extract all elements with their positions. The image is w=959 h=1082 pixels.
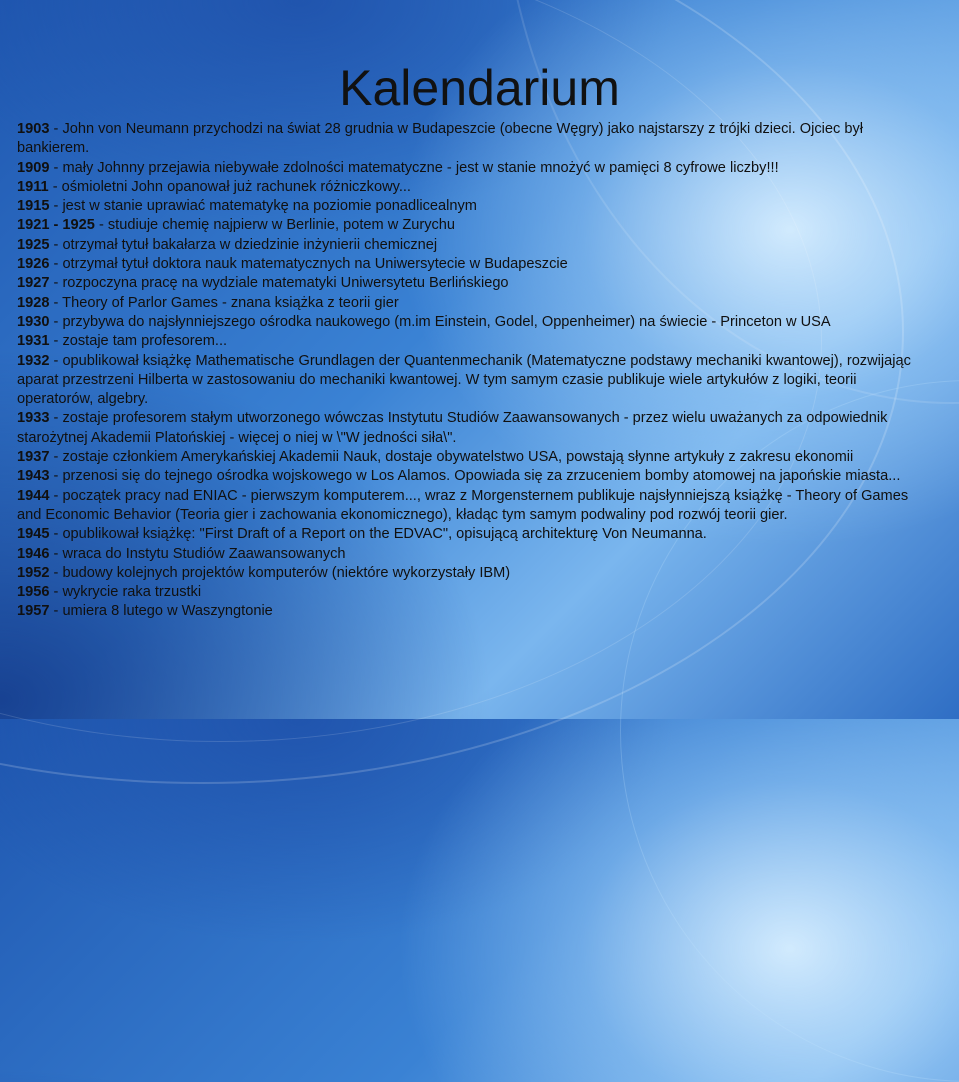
entry-text: - przybywa do najsłynniejszego ośrodka naukowego (m.im Einstein, Godel, Oppenheimer) na świecie - Princeton w USA <box>49 313 831 330</box>
entry-text: - przenosi się do tejnego ośrodka wojskowego w Los Alamos. Opowiada się za zrzuceniem bomby atomowej na japońskie miasta... <box>49 468 901 485</box>
entry-year: 1956 <box>17 584 50 601</box>
entry-year: 1946 <box>17 545 50 562</box>
timeline-entry <box>17 409 935 448</box>
entry-year: 1925 <box>17 236 50 253</box>
entry-year: 1952 <box>17 564 50 581</box>
entry-year: 1921 - 1925 <box>17 217 95 234</box>
timeline-entry <box>17 448 935 467</box>
entry-year: 1911 <box>17 178 49 195</box>
timeline-entry <box>17 255 935 274</box>
entry-year: 1931 <box>17 333 50 350</box>
timeline-entry <box>17 467 935 486</box>
entry-text: - wykrycie raka trzustki <box>49 584 202 601</box>
timeline-entry <box>17 120 935 159</box>
entry-text: - otrzymał tytuł bakałarza w dziedzinie inżynierii chemicznej <box>49 236 438 253</box>
entry-text: - studiuje chemię najpierw w Berlinie, potem w Zurychu <box>94 217 456 234</box>
entry-text: - otrzymał tytuł doktora nauk matematycznych na Uniwersytecie w Budapeszcie <box>49 256 568 273</box>
entry-text: - Theory of Parlor Games - znana książka z teorii gier <box>49 294 399 311</box>
timeline-entry <box>17 583 935 602</box>
timeline <box>17 120 935 622</box>
entry-year: 1933 <box>17 410 50 427</box>
entry-year: 1927 <box>17 275 50 292</box>
entry-year: 1932 <box>17 352 50 369</box>
slide-title: Kalendarium <box>339 60 620 116</box>
entry-text: - początek pracy nad ENIAC - pierwszym komputerem..., wraz z Morgensternem publikuje najsłynniejszą książkę - Theory of Games and Economic Behavior (Teoria gier i zachowania ekonomicznego), kładąc tym samym podwaliny pod rozwój teorii gier. <box>17 487 909 523</box>
entry-year: 1928 <box>17 294 50 311</box>
entry-text: - zostaje tam profesorem... <box>49 333 228 350</box>
timeline-entry <box>17 294 935 313</box>
timeline-entry <box>17 332 935 351</box>
entry-year: 1930 <box>17 313 50 330</box>
entry-year: 1957 <box>17 603 50 620</box>
entry-text: - budowy kolejnych projektów komputerów (niektóre wykorzystały IBM) <box>49 564 511 581</box>
entry-text: - zostaje profesorem stałym utworzonego wówczas Instytutu Studiów Zaawansowanych - przez wielu uważanych za odpowiednik starożytnej Akademii Platońskiej - więcej o niej w \"W jedności siła\". <box>17 410 888 446</box>
entry-year: 1926 <box>17 256 50 273</box>
entry-text: - opublikował książkę Mathematische Grundlagen der Quantenmechanik (Matematyczne podstawy mechaniki kwantowej), rozwijając aparat przestrzeni Hilberta w zastosowaniu do mechaniki kwantowej. W tym samym czasie publikuje wiele artykułów z logiki, teorii operatorów, algebry. <box>17 352 911 408</box>
entry-year: 1903 <box>17 121 50 137</box>
timeline-entry <box>17 178 935 197</box>
timeline-entry <box>17 159 935 178</box>
entry-year: 1937 <box>17 449 50 466</box>
entry-text: - John von Neumann przychodzi na świat 28 grudnia w Budapeszcie (obecne Węgry) jako najstarszy z trójki dzieci. Ojciec był bankierem. <box>17 121 864 157</box>
timeline-entry <box>17 352 935 410</box>
timeline-entry <box>17 525 935 544</box>
entry-year: 1944 <box>17 487 50 504</box>
entry-text: - rozpoczyna pracę na wydziale matematyki Uniwersytetu Berlińskiego <box>49 275 509 292</box>
timeline-entry <box>17 487 935 526</box>
timeline-entry <box>17 564 935 583</box>
timeline-entry <box>17 197 935 216</box>
entry-text: - wraca do Instytu Studiów Zaawansowanych <box>49 545 346 562</box>
entry-text: - zostaje członkiem Amerykańskiej Akademii Nauk, dostaje obywatelstwo USA, powstają słynne artykuły z zakresu ekonomii <box>49 449 854 466</box>
timeline-entry <box>17 602 935 621</box>
entry-year: 1945 <box>17 526 50 543</box>
entry-text: - ośmioletni John opanował już rachunek różniczkowy... <box>48 178 411 195</box>
timeline-entry <box>17 545 935 564</box>
entry-text: - mały Johnny przejawia niebywałe zdolności matematyczne - jest w stanie mnożyć w pamięci 8 cyfrowe liczby!!! <box>49 159 779 176</box>
entry-text: - opublikował książkę: "First Draft of a Report on the EDVAC", opisującą architekturę Von Neumanna. <box>49 526 707 543</box>
timeline-entry <box>17 274 935 293</box>
timeline-entry <box>17 236 935 255</box>
entry-year: 1943 <box>17 468 50 485</box>
entry-text: - jest w stanie uprawiać matematykę na poziomie ponadlicealnym <box>49 198 477 215</box>
entry-text: - umiera 8 lutego w Waszyngtonie <box>49 603 273 620</box>
timeline-entry <box>17 216 935 235</box>
timeline-entry <box>17 313 935 332</box>
entry-year: 1915 <box>17 198 50 215</box>
entry-year: 1909 <box>17 159 50 176</box>
